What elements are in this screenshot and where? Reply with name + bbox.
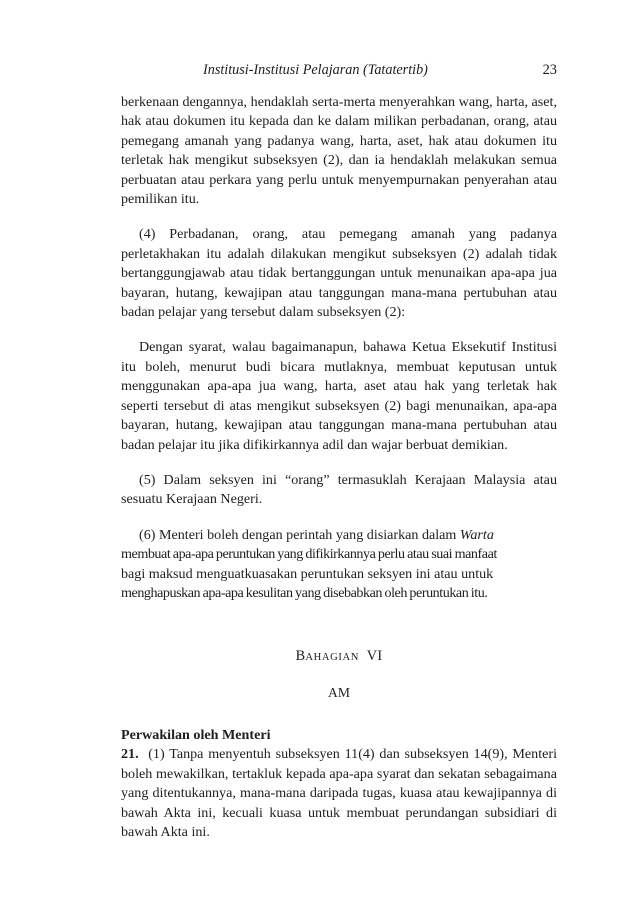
- paragraph-subsection-5: (5) Dalam seksyen ini “orang” termasuklah Kerajaan Malaysia atau sesuatu Kerajaan Negeri.: [121, 471, 557, 508]
- section-number: 21.: [121, 746, 139, 763]
- page-number: 23: [542, 62, 557, 78]
- part-label: BAHAGIAN VI: [295, 648, 383, 665]
- part-number: VI: [366, 648, 383, 665]
- subsection-6-line-4: menghapuskan apa-apa kesulitan yang disebabkan oleh peruntukan itu.: [121, 584, 488, 601]
- section-heading: Perwakilan oleh Menteri: [121, 727, 271, 744]
- paragraph-subsection-6: [121, 526, 557, 604]
- warta-term: Warta: [459, 526, 494, 543]
- subsection-6-line-2: membuat apa-apa peruntukan yang difikirkannya perlu atau suai manfaat: [121, 546, 497, 563]
- subsection-6-text: (6) Menteri boleh dengan perintah yang disiarkan dalam: [139, 526, 460, 543]
- running-header: [121, 62, 557, 82]
- paragraph-proviso: Dengan syarat, walau bagaimanapun, bahawa Ketua Eksekutif Institusi itu boleh, menurut budi bicara mutlaknya, membuat keputusan untuk menggunakan apa-apa jua wang, harta, aset atau hak yang terletak hak seperti tersebut di atas mengikut subseksyen (2) bagi menunaikan, apa-apa bayaran, hutang, kewajipan atau tanggungan mana-mana pertubuhan atau badan pelajar itu jika difikirkannya adil dan wajar berbuat demikian.: [121, 339, 557, 453]
- section-21-paragraph: [121, 745, 557, 842]
- document-body: [121, 93, 557, 842]
- part-title: AM: [328, 685, 350, 701]
- subsection-6-line-3: bagi maksud menguatkuasakan peruntukan seksyen ini atau untuk: [121, 565, 494, 582]
- running-title: Institusi-Institusi Pelajaran (Tatatertib): [203, 62, 428, 78]
- section-21-text: (1) Tanpa menyentuh subseksyen 11(4) dan subseksyen 14(9), Menteri boleh mewakilkan, tertakluk kepada apa-apa syarat dan sekatan sebagaimana yang ditentukannya, mana-mana daripada tugas, kuasa atau kewajipannya di bawah Akta ini, kecuali kuasa untuk membuat perundangan subsidiari di bawah Akta ini.: [121, 746, 558, 840]
- paragraph-continuation: berkenaan dengannya, hendaklah serta-merta menyerahkan wang, harta, aset, hak atau dokumen itu kepada dan ke dalam milikan perbadanan, orang, atau pemegang amanah yang padanya wang, harta, aset, hak atau dokumen itu terletak hak mengikut subseksyen (2), dan ia hendaklah melakukan semua perbuatan atau perkara yang perlu untuk menyempurnakan penyerahan atau pemilikan itu.: [121, 94, 557, 208]
- paragraph-subsection-4: (4) Perbadanan, orang, atau pemegang amanah yang padanya perletakhakan itu adalah dilakukan mengikut subseksyen (2) adalah tidak bertanggungjawab atau tidak bertanggungan untuk menunaikan apa-apa jua bayaran, hutang, kewajipan atau tanggungan mana-mana pertubuhan atau badan pelajar yang tersebut dalam subseksyen (2):: [121, 226, 557, 321]
